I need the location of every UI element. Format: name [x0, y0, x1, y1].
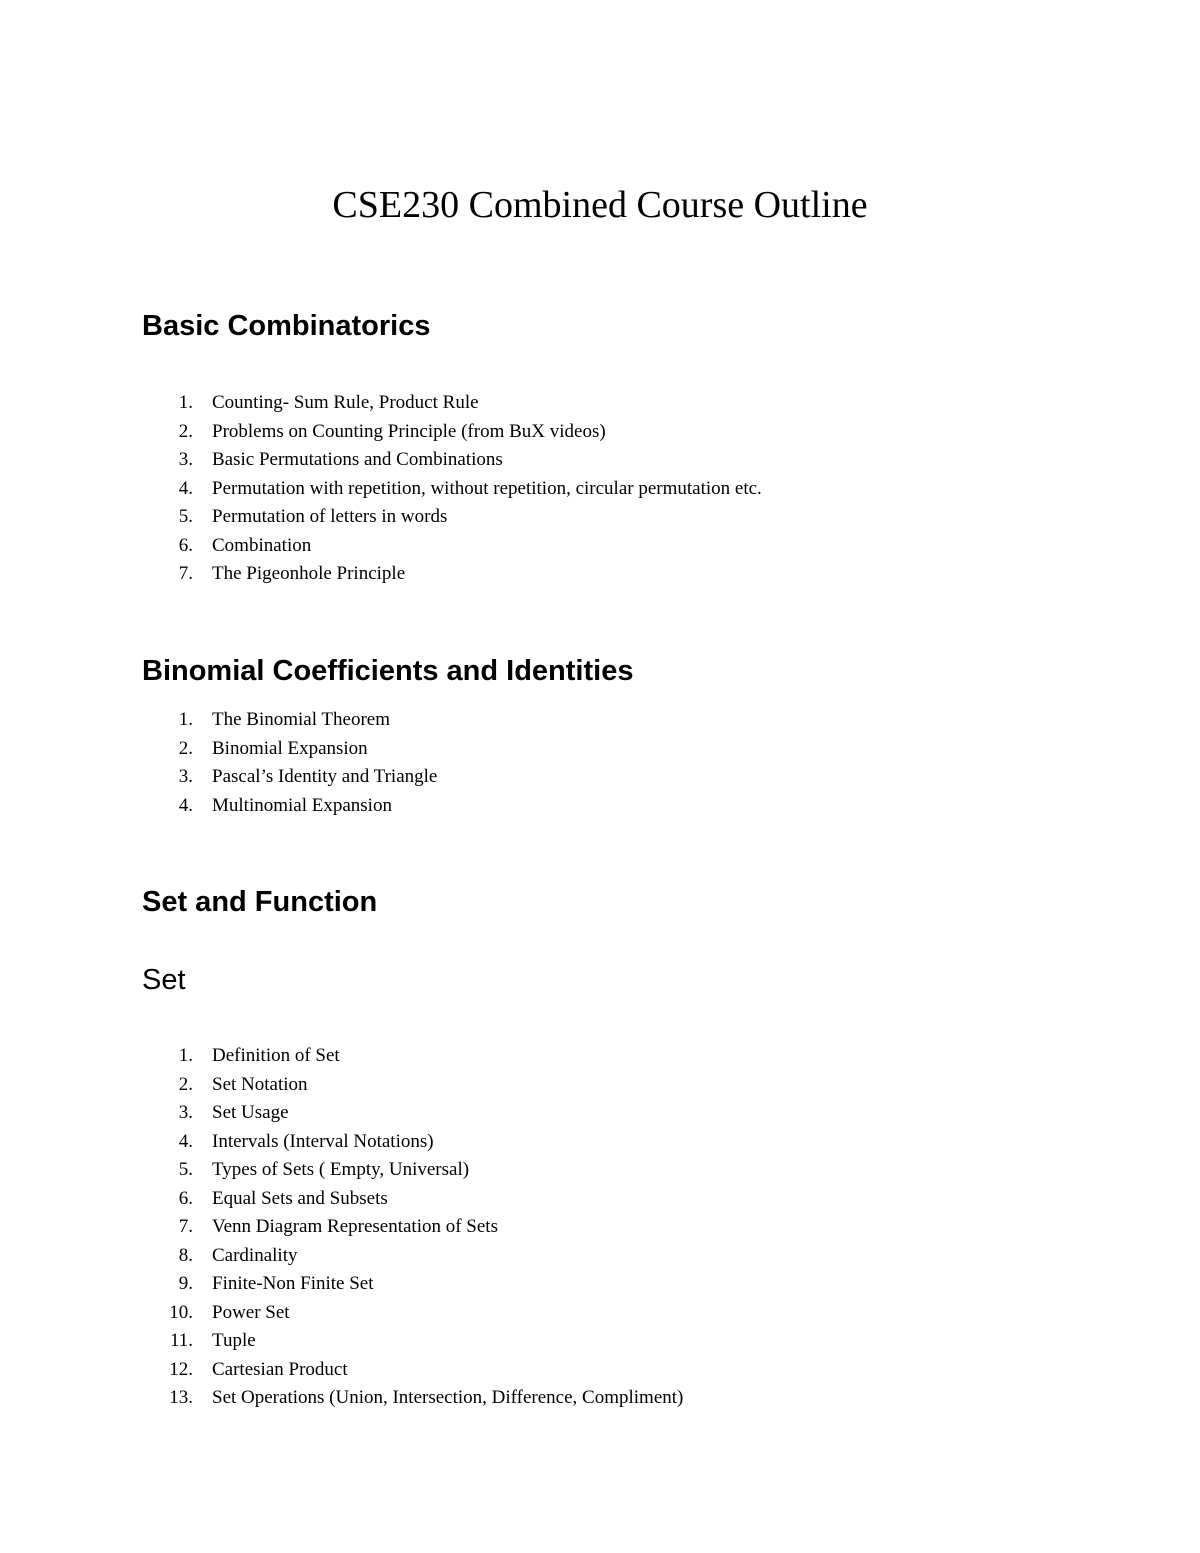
list-item-text: Permutation of letters in words [212, 506, 448, 527]
list-item-number: 5. [178, 506, 193, 527]
list-item-number: 4. [178, 794, 193, 816]
list-item-text: Set Usage [212, 1102, 289, 1123]
list-item-text: Multinomial Expansion [212, 794, 392, 816]
list-item-text: The Pigeonhole Principle [212, 563, 406, 584]
list-item-number: 11. [169, 1330, 193, 1351]
list-item-number: 7. [178, 563, 193, 584]
list-item-text: Finite-Non Finite Set [212, 1273, 374, 1294]
list-item-text: Set Operations (Union, Intersection, Difference, Compliment) [212, 1387, 684, 1408]
list-item-text: Cardinality [212, 1244, 298, 1266]
list-item-text: Pascal’s Identity and Triangle [212, 766, 438, 787]
list-item-text: Intervals (Interval Notations) [212, 1130, 434, 1152]
list-item-number: 13. [169, 1387, 193, 1408]
list-item-text: Venn Diagram Representation of Sets [212, 1216, 498, 1237]
list-item-number: 4. [178, 477, 193, 499]
list-item-number: 1. [178, 709, 193, 730]
list-item-number: 4. [178, 1130, 193, 1152]
list-item-number: 7. [178, 1216, 193, 1237]
list-item-number: 10. [169, 1301, 193, 1323]
list-item-text: Counting- Sum Rule, Product Rule [212, 392, 479, 413]
section-heading-set-and-function: Set and Function [142, 886, 378, 918]
list-item-text: Permutation with repetition, without repetition, circular permutation etc. [212, 477, 762, 499]
list-item-number: 2. [178, 420, 193, 442]
list-item-number: 2. [178, 1073, 193, 1095]
list-item-number: 6. [178, 534, 193, 556]
list-item-number: 2. [178, 737, 193, 759]
list-item-text: Types of Sets ( Empty, Universal) [212, 1159, 470, 1180]
list-item-text: The Binomial Theorem [212, 709, 390, 730]
list-item-text: Set Notation [212, 1073, 308, 1095]
list-item-number: 3. [178, 766, 193, 787]
list-item-number: 8. [178, 1244, 193, 1266]
list-item-text: Basic Permutations and Combinations [212, 449, 503, 470]
list-item-text: Combination [212, 534, 312, 556]
list-item-text: Binomial Expansion [212, 737, 368, 759]
document-title: CSE230 Combined Course Outline [332, 184, 868, 226]
list-item-text: Equal Sets and Subsets [212, 1187, 388, 1209]
list-item-number: 12. [169, 1358, 193, 1380]
list-item-number: 6. [178, 1187, 193, 1209]
section-heading-binomial: Binomial Coefficients and Identities [142, 655, 634, 687]
list-item-number: 1. [178, 1045, 193, 1066]
section-heading-basic-combinatorics: Basic Combinatorics [142, 310, 431, 342]
list-item-number: 5. [178, 1159, 193, 1180]
list-item-number: 1. [178, 392, 193, 413]
list-item-number: 3. [178, 1102, 193, 1123]
list-item-text: Power Set [212, 1301, 290, 1323]
subsection-heading-set: Set [142, 964, 186, 996]
list-item-text: Cartesian Product [212, 1358, 348, 1380]
list-item-text: Problems on Counting Principle (from BuX videos) [212, 420, 606, 442]
list-item-number: 3. [178, 449, 193, 470]
list-item-text: Tuple [212, 1330, 256, 1351]
list-item-text: Definition of Set [212, 1045, 340, 1066]
list-item-number: 9. [178, 1273, 193, 1294]
